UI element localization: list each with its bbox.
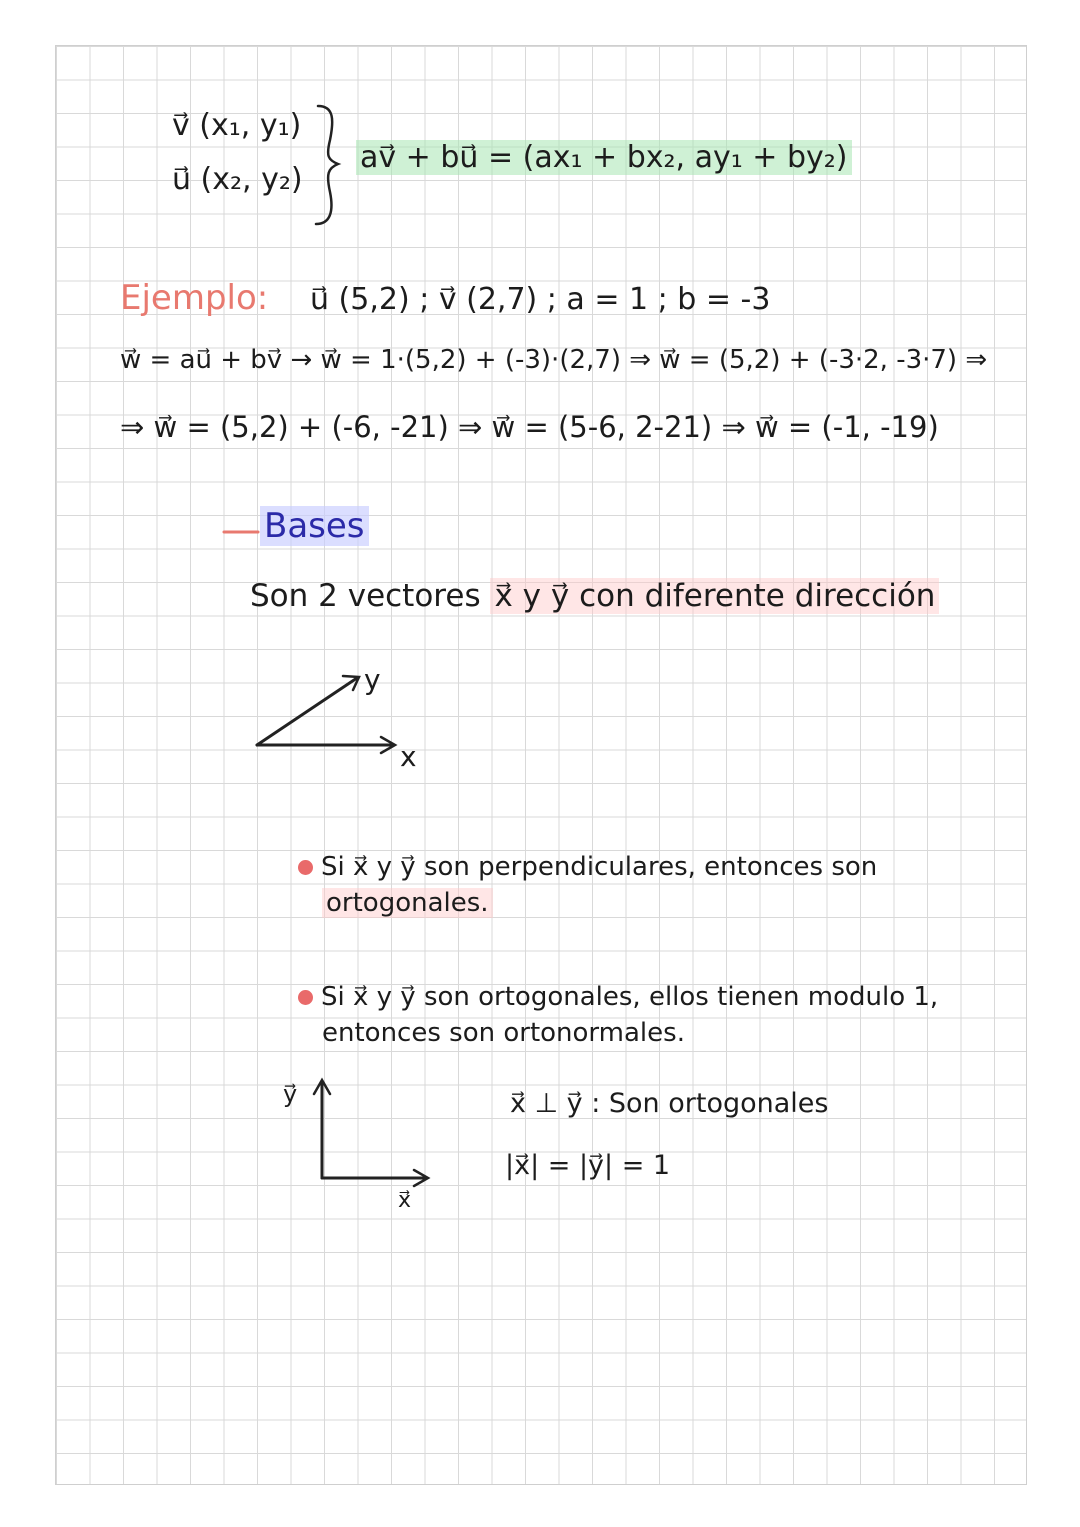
bullet-2-line-2: entonces son ortonormales. xyxy=(322,1018,685,1048)
bullet-1-line-1: Si x⃗ y y⃗ son perpendiculares, entonces son xyxy=(321,852,878,882)
orthogonal-note: x⃗ ⊥ y⃗ : Son ortogonales xyxy=(510,1088,829,1119)
orthogonal-diagram xyxy=(300,1070,450,1200)
definition-end: con diferente dirección xyxy=(579,578,936,614)
example-line-2: ⇒ w⃗ = (5,2) + (-6, -21) ⇒ w⃗ = (5-6, 2-21) ⇒ w⃗ = (-1, -19) xyxy=(120,410,939,444)
bases-title: Bases xyxy=(260,506,369,546)
v-definition: v⃗ (x₁, y₁) xyxy=(172,108,302,143)
example-label: Ejemplo: xyxy=(120,278,269,318)
example-line-1: w⃗ = au⃗ + bv⃗ → w⃗ = 1·(5,2) + (-3)·(2,7) ⇒ w⃗ = (5,2) + (-3·2, -3·7) ⇒ xyxy=(120,345,988,375)
bullet-2 xyxy=(298,982,938,1012)
brace-icon xyxy=(310,100,350,230)
diagram2-x-label: x⃗ xyxy=(398,1188,412,1213)
diagram1-x-label: x xyxy=(400,740,417,773)
vector-sum-formula: av⃗ + bu⃗ = (ax₁ + bx₂, ay₁ + by₂) xyxy=(356,140,852,175)
bullet-2-line-1: Si x⃗ y y⃗ son ortogonales, ellos tienen modulo 1, xyxy=(321,982,939,1012)
diagram2-y-label: y⃗ xyxy=(283,1080,298,1108)
example-given: u⃗ (5,2) ; v⃗ (2,7) ; a = 1 ; b = -3 xyxy=(310,282,771,317)
y-vector-line xyxy=(257,678,357,745)
definition-start: Son 2 vectores xyxy=(250,578,481,614)
diagram1-y-label: y xyxy=(364,663,381,696)
bases-dash-icon xyxy=(222,512,262,552)
definition-vectors: x⃗ y y⃗ xyxy=(494,578,570,614)
u-definition: u⃗ (x₂, y₂) xyxy=(172,162,303,197)
bullet-1 xyxy=(298,852,877,882)
bullet-1-line-2: ortogonales. xyxy=(322,888,493,918)
unit-modulus-note: |x⃗| = |y⃗| = 1 xyxy=(505,1150,671,1181)
bullet-dot-icon xyxy=(298,860,313,875)
grid-paper xyxy=(55,45,1027,1485)
bullet-dot-icon xyxy=(298,990,313,1005)
